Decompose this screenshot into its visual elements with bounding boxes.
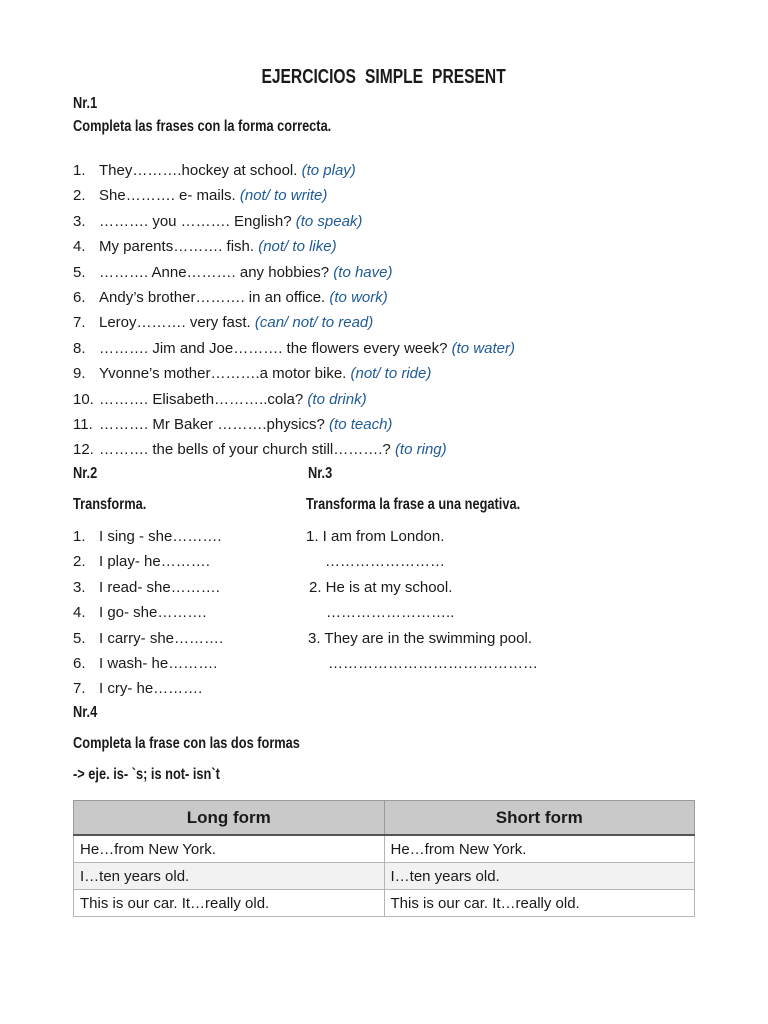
item-hint: (not/ to write): [239, 187, 328, 205]
list-item: [73, 187, 327, 204]
item-text: ………. Jim and Joe………. the flowers every week?: [99, 339, 452, 357]
item-number: 6.: [73, 289, 86, 306]
list-item: [73, 264, 392, 281]
list-item: [73, 579, 220, 596]
forms-table: [73, 800, 695, 917]
item-number: 12.: [73, 441, 94, 459]
list-item: [73, 213, 362, 230]
list-item: [73, 655, 217, 672]
item-number: 8.: [73, 339, 86, 357]
item-hint: (to play): [301, 162, 356, 179]
item-hint: (to work): [329, 289, 388, 306]
table-row: [74, 835, 695, 863]
item-number: 10.: [73, 390, 94, 408]
list-item: [73, 441, 447, 458]
list-item: [73, 604, 207, 621]
item-number: 5.: [73, 629, 86, 647]
item-text: I read- she……….: [99, 578, 220, 596]
item-text: I cry- he……….: [99, 680, 203, 698]
ex4-example: -> eje. is- `s; is not- isn`t: [73, 766, 220, 783]
item-number: 7.: [73, 680, 86, 698]
answer-line: ……………………: [325, 553, 445, 571]
ex4-label: Nr.4: [73, 704, 98, 721]
header-long-form: Long form: [74, 801, 385, 836]
item-text: I sing - she……….: [99, 528, 222, 545]
ex2-instruction: Transforma.: [73, 496, 147, 513]
item-number: 5.: [73, 263, 86, 281]
item-text: They……….hockey at school.: [99, 162, 302, 179]
table-cell: I…ten years old.: [384, 863, 695, 890]
list-item: [73, 314, 373, 331]
item-text: Andy’s brother………. in an office.: [99, 289, 330, 306]
item-text: ………. the bells of your church still……….?: [99, 441, 395, 459]
item-number: 4.: [73, 238, 86, 256]
item-text: ………. you ………. English?: [99, 212, 296, 230]
item-number: 4.: [73, 604, 86, 622]
item-text: My parents………. fish.: [99, 238, 259, 256]
item-hint: (to water): [451, 339, 515, 357]
table-row: [74, 863, 695, 890]
sentence-item: 1. I am from London.: [306, 528, 445, 545]
list-item: [73, 365, 431, 382]
item-hint: (to ring): [394, 441, 447, 459]
item-text: Leroy………. very fast.: [99, 314, 255, 332]
item-hint: (to drink): [307, 390, 367, 408]
item-hint: (can/ not/ to read): [254, 314, 374, 332]
list-item: [73, 238, 337, 255]
list-item: [73, 391, 367, 408]
list-item: [73, 528, 222, 545]
sentence-item: 2. He is at my school.: [309, 578, 453, 596]
ex1-label: Nr.1: [73, 95, 98, 112]
ex4-instruction: Completa la frase con las dos formas: [73, 735, 300, 752]
item-number: 1.: [73, 528, 86, 545]
table-cell: I…ten years old.: [74, 863, 385, 890]
item-text: Yvonne’s mother……….a motor bike.: [99, 365, 351, 383]
item-hint: (to have): [333, 263, 393, 281]
item-text: ………. Mr Baker ……….physics?: [99, 416, 330, 433]
item-text: I go- she……….: [99, 604, 207, 622]
list-item: [73, 680, 202, 697]
header-short-form: Short form: [384, 801, 695, 836]
item-number: 3.: [73, 212, 86, 230]
item-text: ………. Anne………. any hobbies?: [99, 263, 334, 281]
ex1-instruction: Completa las frases con la forma correcta.: [73, 118, 332, 135]
item-number: 7.: [73, 314, 86, 332]
page-title: EJERCICIOS SIMPLE PRESENT: [261, 66, 507, 88]
ex2-label: Nr.2: [73, 465, 98, 482]
answer-line: ……………………..: [326, 604, 455, 622]
list-item: [73, 289, 388, 306]
sentence-item: 3. They are in the swimming pool.: [308, 629, 532, 647]
item-hint: (not/ to like): [258, 238, 337, 256]
item-number: 11.: [73, 416, 93, 433]
table-cell: This is our car. It…really old.: [384, 890, 695, 917]
item-text: I play- he……….: [99, 553, 210, 571]
list-item: [73, 416, 392, 433]
item-hint: (not/ to ride): [350, 365, 432, 383]
item-hint: (to speak): [295, 212, 363, 230]
list-item: [73, 553, 210, 570]
table-row: [74, 890, 695, 917]
item-number: 9.: [73, 365, 86, 383]
table-cell: This is our car. It…really old.: [74, 890, 385, 917]
item-number: 3.: [73, 578, 86, 596]
item-text: I wash- he……….: [99, 655, 218, 672]
answer-line: ……………………………………: [328, 655, 538, 672]
item-number: 1.: [73, 162, 86, 179]
ex3-label: Nr.3: [308, 465, 333, 482]
item-hint: (to teach): [329, 416, 393, 433]
ex3-instruction: Transforma la frase a una negativa.: [306, 496, 521, 513]
item-text: I carry- she……….: [99, 629, 224, 647]
list-item: [73, 340, 515, 357]
item-text: ………. Elisabeth………..cola?: [99, 390, 308, 408]
item-number: 6.: [73, 655, 86, 672]
table-cell: He…from New York.: [384, 835, 695, 863]
item-number: 2.: [73, 187, 86, 205]
list-item: [73, 630, 223, 647]
item-number: 2.: [73, 553, 86, 571]
list-item: [73, 162, 356, 179]
item-text: She………. e- mails.: [99, 187, 240, 205]
table-cell: He…from New York.: [74, 835, 385, 863]
